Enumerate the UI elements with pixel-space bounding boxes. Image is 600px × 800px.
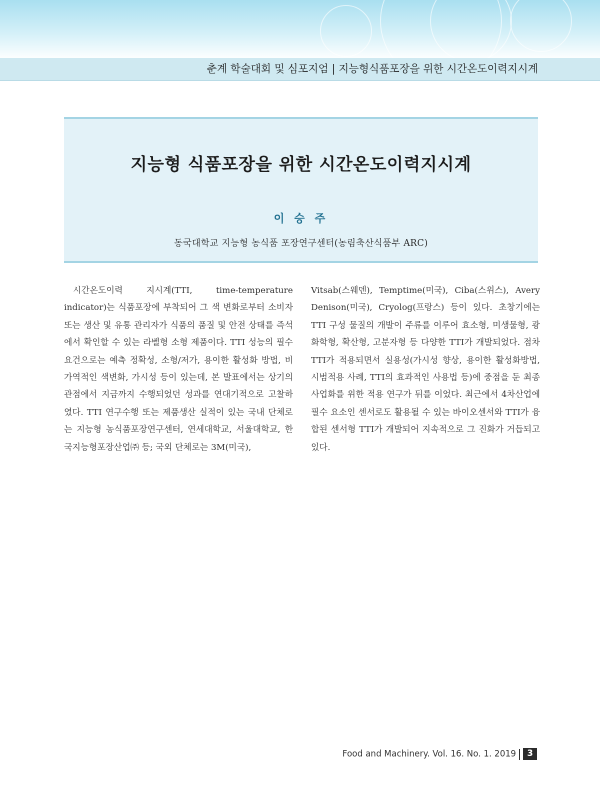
decorative-circle [510,0,572,52]
body-column-left [64,283,293,457]
paper-title: 지능형 식품포장을 위한 시간온도이력지시계 [130,155,472,175]
body-paragraph: 시간온도이력 지시계(TTI, time-temperature indicator)는 식품포장에 부착되어 그 색 변화로부터 소비자 또는 생산 및 유통 관리자가 식품의 품질 및 안전 상태를 즉석에서 확인할 수 있는 라벨형 소형 제품이다. TTI 성능의 필수요건으로는 예측 정확성, 소형/저가, 용이한 활성화 방법, 비가역적인 색변화, 가시성 등이 있는데, 본 발표에서는 상기의 관점에서 지금까지 수행되었던 성과를 연대기적으로 고찰하였다. TTI 연구수행 또는 제품생산 실적이 있는 국내 단체로는 지능형 농식품포장연구센터, 연세대학교, 서울대학교, 한국지능형포장산업㈜ 등; 국외 단체로는 3M(미국), [64,286,293,453]
body-column-right [311,283,540,457]
page-footer [342,748,537,760]
footer-divider [519,749,520,760]
decorative-circle [430,0,512,60]
running-header [0,58,600,81]
running-header-text: 춘계 학술대회 및 심포지엄 | 지능형식품포장을 위한 시간온도이력지시계 [206,63,538,75]
decorative-circle [320,5,372,57]
body-paragraph: Vitsab(스웨덴), Temptime(미국), Ciba(스위스), Avery Denison(미국), Cryolog(프랑스) 등이 있다. 초창기에는 TTI 구성 물질의 개발이 주류를 이루어 효소형, 미생물형, 광화학형, 확산형, 고분자형 등 다양한 TTI가 개발되었다. 점차 TTI가 적용되면서 실용성(가시성 향상, 용이한 활성화방법, 시범적용 사례, TTI의 효과적인 사용법 등)에 중점을 둔 최종 사업화를 위한 적용 연구가 뒤를 이었다. 최근에서 4차산업에 필수 요소인 센서로도 활용될 수 있는 바이오센서와 TTI가 융합된 센서형 TTI가 개발되어 지속적으로 그 진화가 거듭되고 있다. [311,286,540,453]
author-name: 이 승 주 [273,212,329,225]
journal-citation: Food and Machinery. Vol. 16. No. 1. 2019 [342,749,517,760]
page-number: 3 [523,748,537,760]
author-affiliation: 동국대학교 지능형 농식품 포장연구센터(농림축산식품부 ARC) [174,239,428,249]
title-box [64,117,538,263]
top-banner [0,0,600,60]
